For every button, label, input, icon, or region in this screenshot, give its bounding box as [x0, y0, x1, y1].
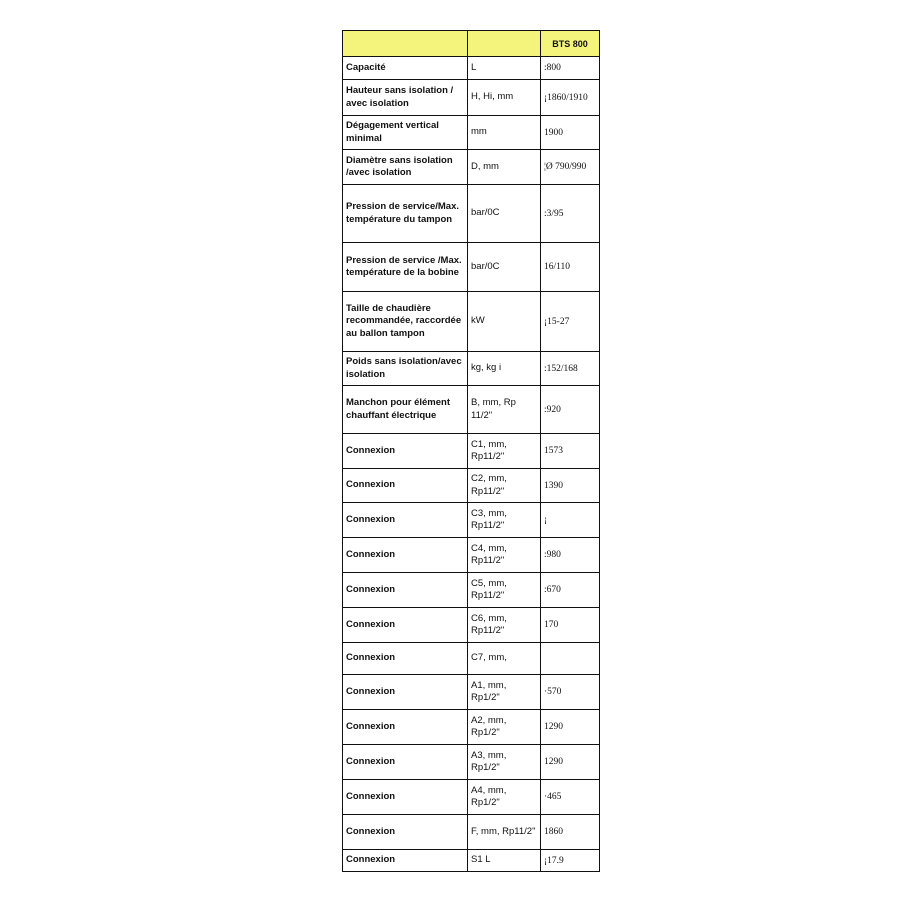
header-label-cell: [343, 31, 468, 57]
row-unit: kg, kg i: [468, 352, 541, 386]
row-unit: H, Hi, mm: [468, 80, 541, 116]
row-value: 1900: [541, 116, 600, 150]
row-unit: F, mm, Rp11/2": [468, 815, 541, 850]
row-label: Dégagement vertical minimal: [343, 116, 468, 150]
table-row: [343, 185, 600, 243]
table-row: [343, 243, 600, 292]
row-value: ·465: [541, 780, 600, 815]
row-label: Connexion: [343, 815, 468, 850]
row-value: :980: [541, 538, 600, 573]
table-row: [343, 710, 600, 745]
row-value: ¦Ø 790/990: [541, 150, 600, 185]
row-unit: mm: [468, 116, 541, 150]
table-row: [343, 573, 600, 608]
row-unit: kW: [468, 292, 541, 352]
row-label: Connexion: [343, 434, 468, 469]
row-unit: C6, mm, Rp11/2": [468, 608, 541, 643]
row-value: 1390: [541, 469, 600, 503]
table-row: [343, 538, 600, 573]
row-label: Connexion: [343, 745, 468, 780]
row-value: :920: [541, 386, 600, 434]
table-row: [343, 815, 600, 850]
row-label: Connexion: [343, 675, 468, 710]
row-label: Connexion: [343, 780, 468, 815]
row-label: Connexion: [343, 850, 468, 872]
table-row: [343, 745, 600, 780]
row-unit: C2, mm, Rp11/2": [468, 469, 541, 503]
row-unit: S1 L: [468, 850, 541, 872]
table-row: [343, 434, 600, 469]
row-label: Connexion: [343, 469, 468, 503]
row-unit: B, mm, Rp 11/2": [468, 386, 541, 434]
table-row: [343, 608, 600, 643]
row-label: Poids sans isolation/avec isolation: [343, 352, 468, 386]
row-value: :670: [541, 573, 600, 608]
row-value: ¡17.9: [541, 850, 600, 872]
row-value: 170: [541, 608, 600, 643]
row-value: 1290: [541, 745, 600, 780]
row-unit: D, mm: [468, 150, 541, 185]
row-unit: A3, mm, Rp1/2": [468, 745, 541, 780]
row-unit: C1, mm, Rp11/2": [468, 434, 541, 469]
row-value: 16/110: [541, 243, 600, 292]
table-row: [343, 57, 600, 80]
row-unit: bar/0C: [468, 185, 541, 243]
table-row: [343, 80, 600, 116]
spec-table: [342, 30, 600, 872]
table-row: [343, 850, 600, 872]
row-label: Capacité: [343, 57, 468, 80]
table-row: [343, 386, 600, 434]
row-label: Connexion: [343, 573, 468, 608]
row-unit: C7, mm,: [468, 643, 541, 675]
row-unit: C4, mm, Rp11/2": [468, 538, 541, 573]
table-row: [343, 675, 600, 710]
header-model-cell: BTS 800: [541, 31, 600, 57]
table-row: [343, 780, 600, 815]
row-value: 1860: [541, 815, 600, 850]
row-label: Connexion: [343, 503, 468, 538]
row-label: Hauteur sans isolation / avec isolation: [343, 80, 468, 116]
row-value: [541, 643, 600, 675]
row-value: :152/168: [541, 352, 600, 386]
row-label: Taille de chaudière recommandée, raccordée au ballon tampon: [343, 292, 468, 352]
row-value: 1290: [541, 710, 600, 745]
row-value: 1573: [541, 434, 600, 469]
row-value: ¡15-27: [541, 292, 600, 352]
row-unit: bar/0C: [468, 243, 541, 292]
row-unit: A1, mm, Rp1/2": [468, 675, 541, 710]
row-label: Manchon pour élément chauffant électrique: [343, 386, 468, 434]
header-unit-cell: [468, 31, 541, 57]
row-value: ¡1860/1910: [541, 80, 600, 116]
row-unit: A2, mm, Rp1/2": [468, 710, 541, 745]
row-value: ¡: [541, 503, 600, 538]
row-label: Pression de service/Max. température du tampon: [343, 185, 468, 243]
row-unit: C5, mm, Rp11/2": [468, 573, 541, 608]
row-unit: C3, mm, Rp11/2": [468, 503, 541, 538]
row-label: Connexion: [343, 538, 468, 573]
row-value: :800: [541, 57, 600, 80]
table-row: [343, 116, 600, 150]
table-row: [343, 352, 600, 386]
table-row: [343, 150, 600, 185]
table-row: [343, 292, 600, 352]
table-row: [343, 469, 600, 503]
row-value: ·570: [541, 675, 600, 710]
row-label: Connexion: [343, 710, 468, 745]
row-unit: A4, mm, Rp1/2": [468, 780, 541, 815]
row-value: :3/95: [541, 185, 600, 243]
table-row: [343, 503, 600, 538]
row-unit: L: [468, 57, 541, 80]
row-label: Connexion: [343, 643, 468, 675]
table-row: [343, 643, 600, 675]
row-label: Diamètre sans isolation /avec isolation: [343, 150, 468, 185]
row-label: Connexion: [343, 608, 468, 643]
row-label: Pression de service /Max. température de la bobine: [343, 243, 468, 292]
table-header-row: [343, 31, 600, 57]
